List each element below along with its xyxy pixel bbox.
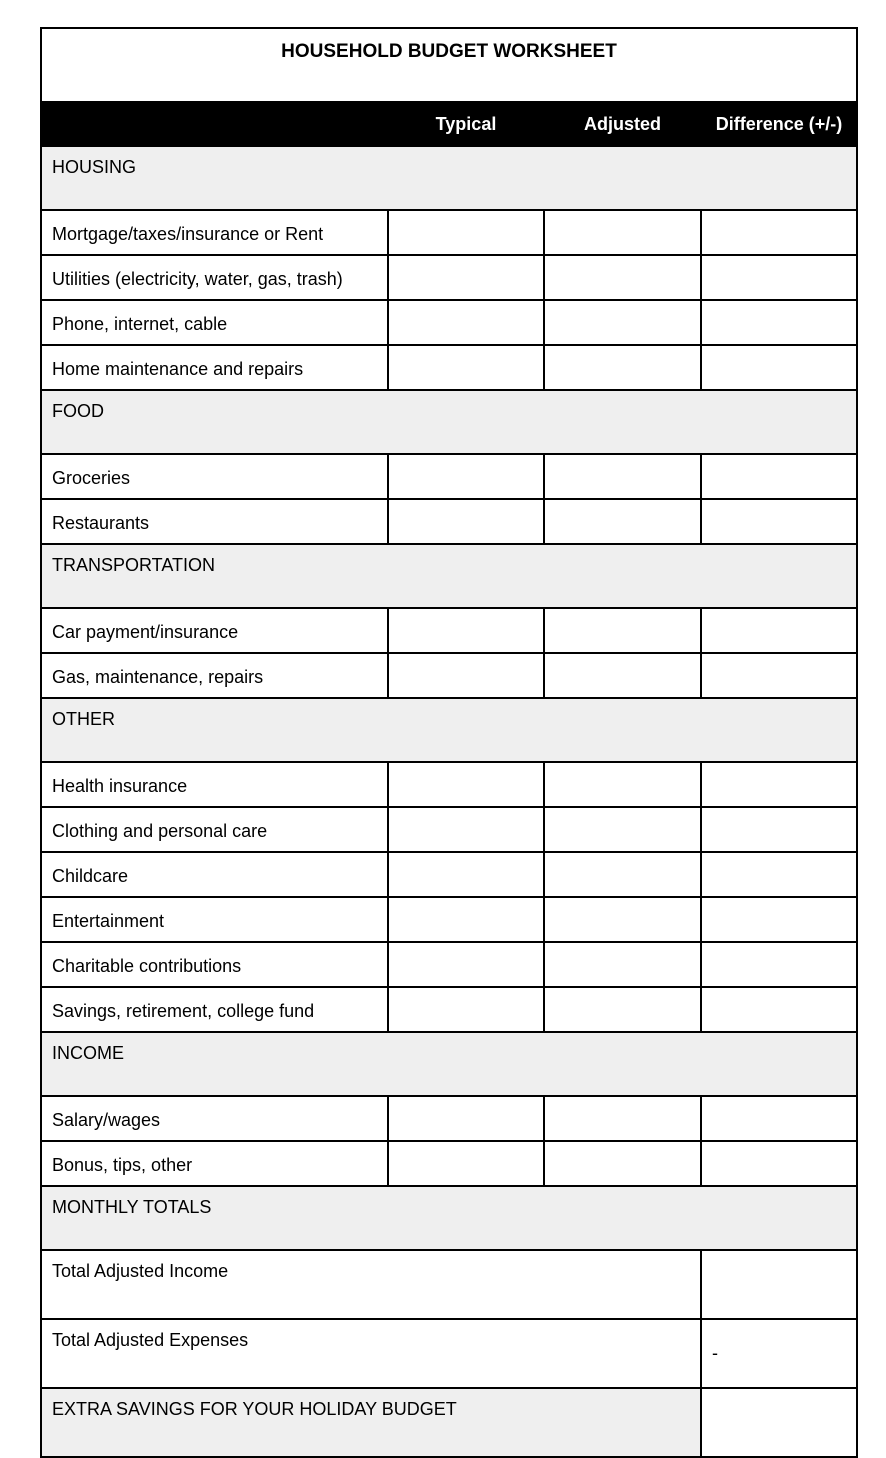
section-header-row <box>41 390 857 454</box>
adjusted-amount-cell[interactable] <box>544 942 701 987</box>
typical-amount-cell[interactable] <box>388 897 544 942</box>
column-header-difference: Difference (+/-) <box>701 102 857 146</box>
typical-amount-cell[interactable] <box>388 942 544 987</box>
line-item-label: Groceries <box>41 454 388 499</box>
budget-table <box>40 27 858 1458</box>
typical-amount-cell[interactable] <box>388 653 544 698</box>
budget-line-row <box>41 807 857 852</box>
difference-cell[interactable] <box>701 345 857 390</box>
worksheet-title: HOUSEHOLD BUDGET WORKSHEET <box>41 28 857 102</box>
total-row <box>41 1388 857 1457</box>
budget-line-row <box>41 1096 857 1141</box>
line-item-label: Charitable contributions <box>41 942 388 987</box>
column-header-row <box>41 102 857 146</box>
adjusted-amount-cell[interactable] <box>544 852 701 897</box>
adjusted-amount-cell[interactable] <box>544 1096 701 1141</box>
difference-cell[interactable] <box>701 608 857 653</box>
difference-cell[interactable] <box>701 807 857 852</box>
section-title: HOUSING <box>41 146 857 210</box>
adjusted-amount-cell[interactable] <box>544 987 701 1032</box>
line-item-label: Phone, internet, cable <box>41 300 388 345</box>
line-item-label: Home maintenance and repairs <box>41 345 388 390</box>
difference-cell[interactable] <box>701 300 857 345</box>
budget-line-row <box>41 454 857 499</box>
adjusted-amount-cell[interactable] <box>544 1141 701 1186</box>
difference-cell[interactable] <box>701 762 857 807</box>
section-title: MONTHLY TOTALS <box>41 1186 857 1250</box>
budget-line-row <box>41 255 857 300</box>
adjusted-amount-cell[interactable] <box>544 807 701 852</box>
line-item-label: Clothing and personal care <box>41 807 388 852</box>
total-label: Total Adjusted Expenses <box>41 1319 701 1388</box>
typical-amount-cell[interactable] <box>388 300 544 345</box>
typical-amount-cell[interactable] <box>388 852 544 897</box>
adjusted-amount-cell[interactable] <box>544 608 701 653</box>
line-item-label: Savings, retirement, college fund <box>41 987 388 1032</box>
section-title: TRANSPORTATION <box>41 544 857 608</box>
budget-line-row <box>41 1141 857 1186</box>
section-title: INCOME <box>41 1032 857 1096</box>
typical-amount-cell[interactable] <box>388 608 544 653</box>
adjusted-amount-cell[interactable] <box>544 762 701 807</box>
typical-amount-cell[interactable] <box>388 345 544 390</box>
typical-amount-cell[interactable] <box>388 762 544 807</box>
total-row <box>41 1250 857 1319</box>
column-header-label <box>41 102 388 146</box>
line-item-label: Salary/wages <box>41 1096 388 1141</box>
total-value-cell[interactable] <box>701 1250 857 1319</box>
budget-worksheet <box>40 27 856 1458</box>
adjusted-amount-cell[interactable] <box>544 897 701 942</box>
section-title: OTHER <box>41 698 857 762</box>
typical-amount-cell[interactable] <box>388 454 544 499</box>
line-item-label: Entertainment <box>41 897 388 942</box>
budget-line-row <box>41 762 857 807</box>
typical-amount-cell[interactable] <box>388 1141 544 1186</box>
budget-line-row <box>41 608 857 653</box>
line-item-label: Utilities (electricity, water, gas, trash) <box>41 255 388 300</box>
typical-amount-cell[interactable] <box>388 987 544 1032</box>
title-row <box>41 28 857 102</box>
difference-cell[interactable] <box>701 1141 857 1186</box>
difference-cell[interactable] <box>701 653 857 698</box>
adjusted-amount-cell[interactable] <box>544 454 701 499</box>
section-header-row <box>41 544 857 608</box>
total-value-cell[interactable] <box>701 1388 857 1457</box>
typical-amount-cell[interactable] <box>388 1096 544 1141</box>
section-header-row <box>41 1186 857 1250</box>
section-header-row <box>41 1032 857 1096</box>
adjusted-amount-cell[interactable] <box>544 499 701 544</box>
difference-cell[interactable] <box>701 499 857 544</box>
difference-cell[interactable] <box>701 255 857 300</box>
typical-amount-cell[interactable] <box>388 210 544 255</box>
total-label: Total Adjusted Income <box>41 1250 701 1319</box>
difference-cell[interactable] <box>701 210 857 255</box>
budget-line-row <box>41 897 857 942</box>
typical-amount-cell[interactable] <box>388 499 544 544</box>
adjusted-amount-cell[interactable] <box>544 210 701 255</box>
difference-cell[interactable] <box>701 454 857 499</box>
line-item-label: Childcare <box>41 852 388 897</box>
column-header-typical: Typical <box>388 102 544 146</box>
budget-line-row <box>41 345 857 390</box>
adjusted-amount-cell[interactable] <box>544 345 701 390</box>
section-header-row <box>41 146 857 210</box>
difference-cell[interactable] <box>701 942 857 987</box>
total-value-cell[interactable]: - <box>701 1319 857 1388</box>
difference-cell[interactable] <box>701 897 857 942</box>
adjusted-amount-cell[interactable] <box>544 255 701 300</box>
budget-line-row <box>41 987 857 1032</box>
line-item-label: Car payment/insurance <box>41 608 388 653</box>
adjusted-amount-cell[interactable] <box>544 653 701 698</box>
total-row <box>41 1319 857 1388</box>
budget-line-row <box>41 942 857 987</box>
line-item-label: Health insurance <box>41 762 388 807</box>
total-label: EXTRA SAVINGS FOR YOUR HOLIDAY BUDGET <box>41 1388 701 1457</box>
line-item-label: Mortgage/taxes/insurance or Rent <box>41 210 388 255</box>
typical-amount-cell[interactable] <box>388 255 544 300</box>
adjusted-amount-cell[interactable] <box>544 300 701 345</box>
line-item-label: Bonus, tips, other <box>41 1141 388 1186</box>
budget-line-row <box>41 210 857 255</box>
budget-line-row <box>41 852 857 897</box>
section-header-row <box>41 698 857 762</box>
difference-cell[interactable] <box>701 987 857 1032</box>
line-item-label: Gas, maintenance, repairs <box>41 653 388 698</box>
difference-cell[interactable] <box>701 852 857 897</box>
line-item-label: Restaurants <box>41 499 388 544</box>
budget-line-row <box>41 300 857 345</box>
typical-amount-cell[interactable] <box>388 807 544 852</box>
difference-cell[interactable] <box>701 1096 857 1141</box>
budget-line-row <box>41 653 857 698</box>
column-header-adjusted: Adjusted <box>544 102 701 146</box>
budget-line-row <box>41 499 857 544</box>
section-title: FOOD <box>41 390 857 454</box>
